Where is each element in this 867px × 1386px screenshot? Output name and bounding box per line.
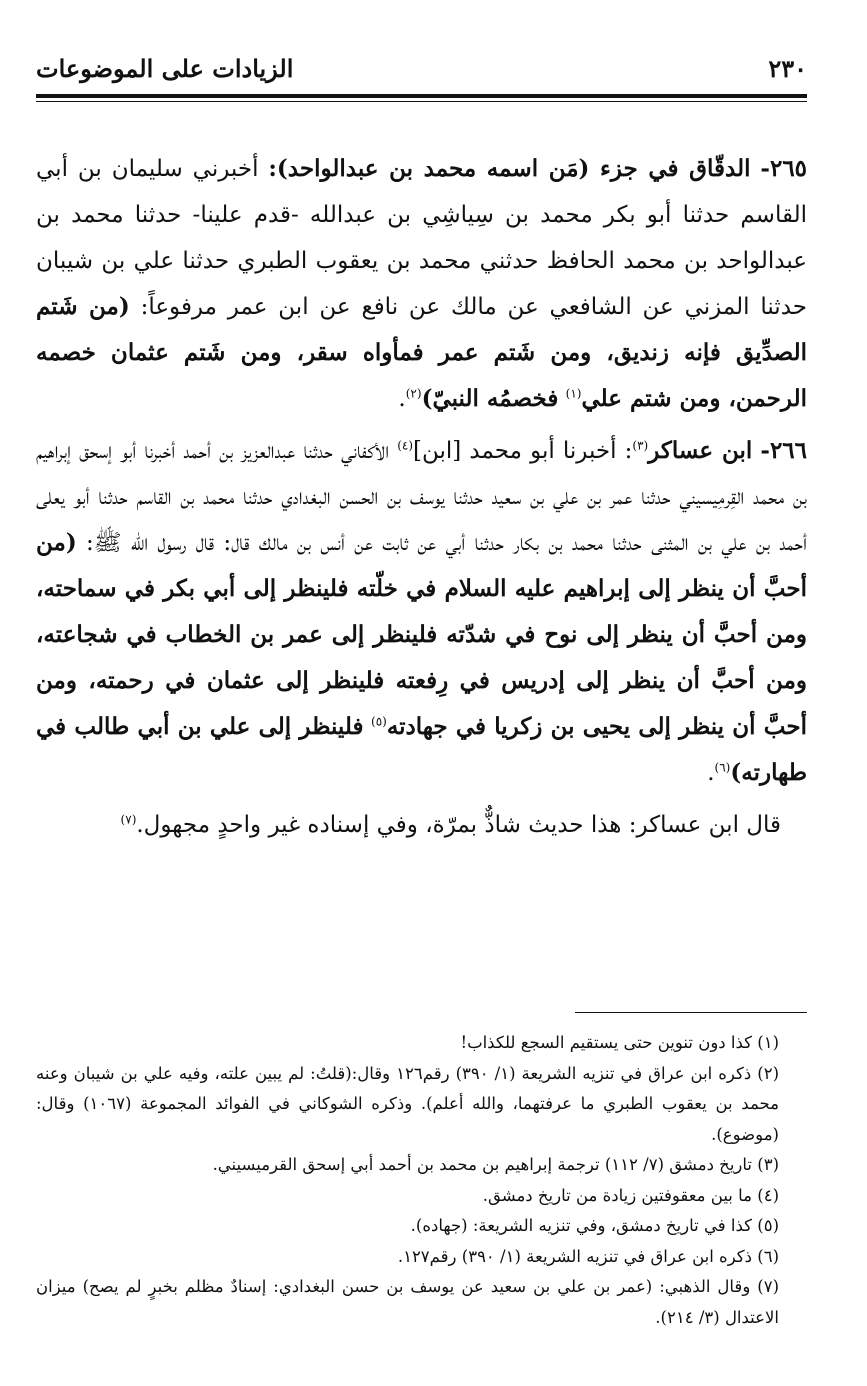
main-text (36, 146, 807, 848)
footnote-ref-1: (١) (565, 386, 582, 401)
footnote-2: (٢) ذكره ابن عراق في تنزيه الشريعة (١/ ٣٩٠) رقم١٢٦ وقال:(قلتُ: لم يبين علته، وفيه علي بن شيبان وعنه محمد بن يعقوب الطبري ما عرفتهما، والله أعلم). وذكره الشوكاني في الفوائد المجموعة (١٠٦٧) وقال: (موضوع). (36, 1063, 779, 1144)
footnote-ref-3: (٣) (632, 438, 649, 453)
page-number: ٢٣٠ (768, 54, 807, 83)
footnote-separator (575, 1012, 807, 1013)
hadith-number: ٢٦٥- (760, 155, 808, 182)
isnad: أخبرني سليمان بن أبي القاسم حدثنا أبو بكر محمد بن سِياشِي بن عبدالله -قدم علينا- حدثنا محمد بن عبدالواحد بن محمد الحافظ حدثني محمد بن يعقوب الطبري حدثنا علي بن شيبان حدثنا المزني عن الشافعي عن مالك عن نافع عن ابن عمر مرفوعاً: (36, 156, 808, 320)
footnotes (36, 1028, 807, 1333)
page-header (36, 48, 807, 92)
matn: (من شَتم الصدِّيق فإنه زنديق، ومن شَتم عمر فمأواه سقر، ومن شَتم عثمان خصمه الرحمن، ومن شتم علي (36, 293, 807, 412)
sentence-end: . (707, 760, 715, 786)
header-rule-thick (36, 94, 807, 98)
footnote-ref-4: (٤) (397, 438, 414, 453)
hadith-source: الدقّاق في جزء (مَن اسمه محمد بن عبدالواحد): (268, 155, 751, 182)
isnad: الأكفاني حدثنا عبدالعزيز بن أحمد أخبرنا أبو إسحق إبراهيم بن محمد القِرمِيسيني حدثنا عمر بن علي بن سعيد حدثنا يوسف بن الحسن البغدادي حدثنا محمد بن القاسم حدثنا أبو يعلى أحمد بن علي بن المثنى حدثنا محمد بن بكار حدثنا أبي عن ثابت عن أنس بن مالك قال: قال رسول الله ﷺ: (36, 438, 807, 556)
matn-end: فلينظر إلى علي بن أبي طالب في طهارته) (36, 713, 807, 786)
matn: (من أحبَّ أن ينظر إلى إبراهيم عليه السلام في خلّته فلينظر إلى أبي بكر في سماحته، ومن أحبَّ أن ينظر إلى نوح في شدّته فلينظر إلى عمر بن الخطاب في شجاعته، ومن أحبَّ أن ينظر إلى إدريس في رِفعته فلينظر إلى عثمان في رحمته، ومن أحبَّ أن ينظر إلى يحيى بن زكريا في جهادته (36, 529, 807, 740)
footnote-1: (١) كذا دون تنوين حتى يستقيم السجع للكذاب! (460, 1033, 779, 1052)
comment-text: قال ابن عساكر: هذا حديث شاذٌّ بمرّة، وفي إسناده غير واحدٍ مجهول. (136, 812, 781, 838)
sentence-end: . (398, 386, 406, 412)
footnote-ref-2: (٢) (405, 386, 422, 401)
footnote-6: (٦) ذكره ابن عراق في تنزيه الشريعة (١/ ٣٩٠) رقم١٢٧. (397, 1246, 779, 1266)
footnote-7: (٧) وقال الذهبي: (عمر بن علي بن سعيد عن يوسف بن حسن البغدادي: إسنادٌ مظلم بخبرٍ لم يصح) ميزان الاعتدال (٣/ ٢١٤). (36, 1277, 779, 1327)
footnote-4: (٤) ما بين معقوفتين زيادة من تاريخ دمشق. (482, 1185, 779, 1205)
footnote-5: (٥) كذا في تاريخ دمشق، وفي تنزيه الشريعة: (جهاده). (410, 1216, 779, 1235)
footnote-ref-7: (٧) (120, 812, 137, 827)
running-title: الزيادات على الموضوعات (36, 54, 294, 83)
footnote-ref-5: (٥) (371, 714, 387, 729)
footnote-3: (٣) تاريخ دمشق (٧/ ١١٢) ترجمة إبراهيم بن محمد بن أحمد أبي إسحق القرميسيني. (212, 1155, 779, 1174)
matn-end: فخصمُه النبيّ) (421, 385, 559, 412)
hadith-source: ابن عساكر (648, 437, 753, 464)
hadith-265 (36, 146, 807, 422)
header-rule-thin (36, 101, 807, 102)
isnad-start: : أخبرنا أبو محمد [ابن] (413, 438, 633, 464)
hadith-number: ٢٦٦- (760, 437, 808, 464)
hadith-266 (36, 428, 807, 796)
editor-comment (36, 802, 807, 848)
footnote-ref-6: (٦) (714, 760, 731, 775)
